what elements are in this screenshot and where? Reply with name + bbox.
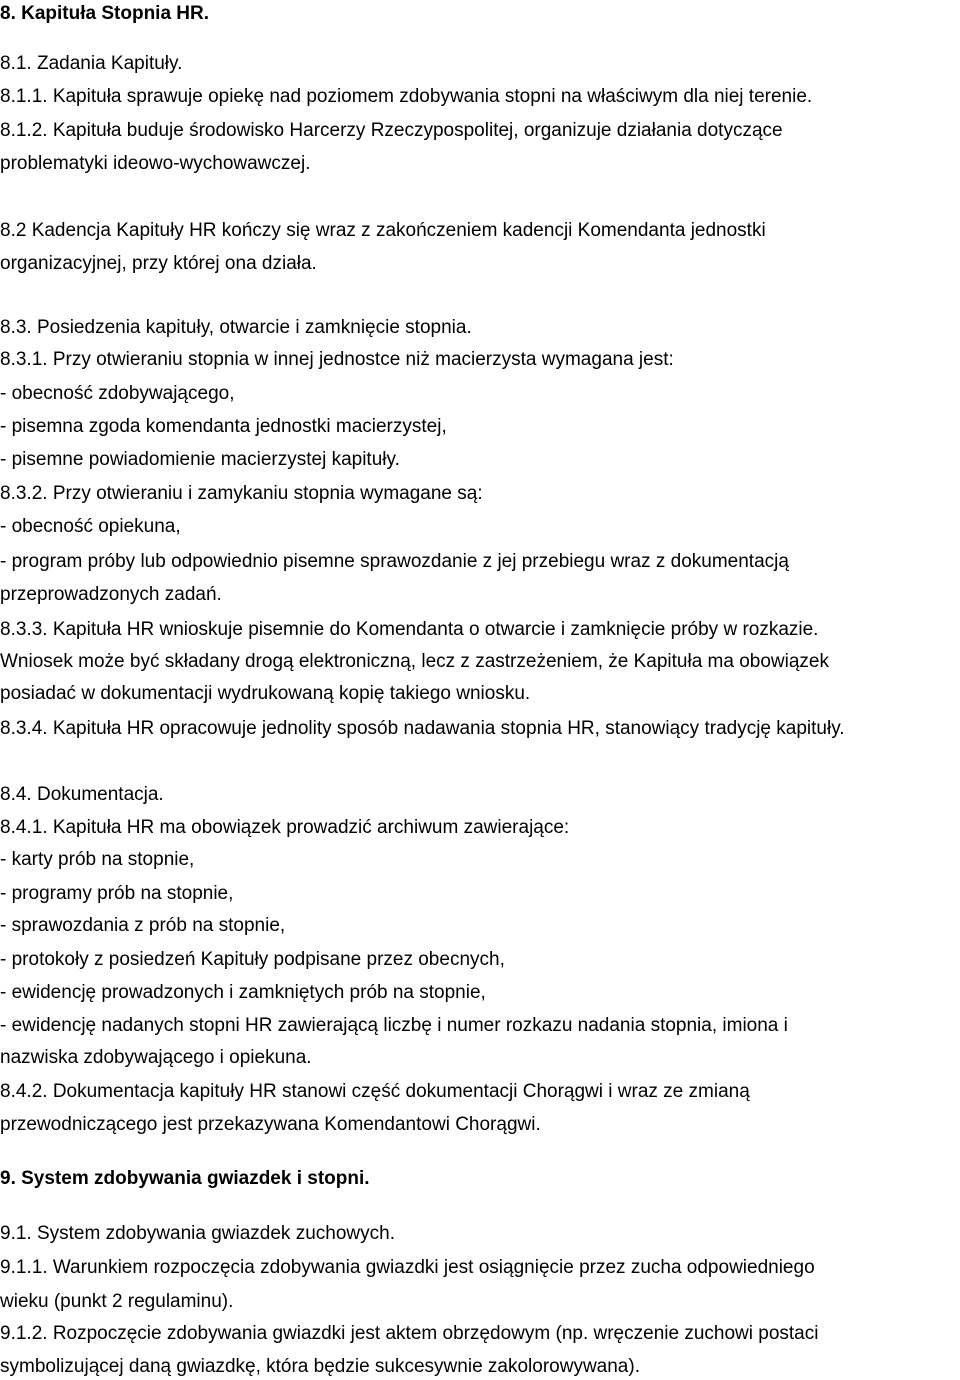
text-line: posiadać w dokumentacji wydrukowaną kopię takiego wniosku. bbox=[0, 683, 531, 704]
text-line: 9.1.2. Rozpoczęcie zdobywania gwiazdki jest aktem obrzędowym (np. wręczenie zuchowi postaci bbox=[0, 1323, 819, 1344]
text-line: - programy prób na stopnie, bbox=[0, 883, 234, 904]
text-line: problematyki ideowo-wychowawczej. bbox=[0, 153, 311, 174]
text-line: 8.3. Posiedzenia kapituły, otwarcie i zamknięcie stopnia. bbox=[0, 317, 472, 338]
text-line: 8.2 Kadencja Kapituły HR kończy się wraz z zakończeniem kadencji Komendanta jednostki bbox=[0, 220, 766, 241]
text-line: 8.3.2. Przy otwieraniu i zamykaniu stopnia wymagane są: bbox=[0, 483, 483, 504]
text-line: 8.1.1. Kapituła sprawuje opiekę nad poziomem zdobywania stopni na właściwym dla niej terenie. bbox=[0, 86, 813, 107]
text-line: 8.3.3. Kapituła HR wnioskuje pisemnie do Komendanta o otwarcie i zamknięcie próby w rozkazie. bbox=[0, 619, 819, 640]
text-line: 8.1. Zadania Kapituły. bbox=[0, 53, 183, 74]
text-line: - ewidencję nadanych stopni HR zawierającą liczbę i numer rozkazu nadania stopnia, imiona i bbox=[0, 1015, 788, 1036]
text-line: 9.1. System zdobywania gwiazdek zuchowych. bbox=[0, 1223, 395, 1244]
text-line: 8.4.2. Dokumentacja kapituły HR stanowi część dokumentacji Chorągwi i wraz ze zmianą bbox=[0, 1081, 750, 1102]
text-line: 8.1.2. Kapituła buduje środowisko Harcerzy Rzeczypospolitej, organizuje działania dotyczące bbox=[0, 120, 783, 141]
section-heading: 9. System zdobywania gwiazdek i stopni. bbox=[0, 1168, 370, 1189]
text-line: przeprowadzonych zadań. bbox=[0, 584, 222, 605]
text-line: - ewidencję prowadzonych i zamkniętych prób na stopnie, bbox=[0, 982, 486, 1003]
text-line: - karty prób na stopnie, bbox=[0, 849, 195, 870]
text-line: - obecność opiekuna, bbox=[0, 516, 181, 537]
text-line: 8.4.1. Kapituła HR ma obowiązek prowadzić archiwum zawierające: bbox=[0, 817, 570, 838]
text-line: organizacyjnej, przy której ona działa. bbox=[0, 253, 317, 274]
text-line: - sprawozdania z prób na stopnie, bbox=[0, 915, 286, 936]
text-line: - obecność zdobywającego, bbox=[0, 383, 235, 404]
text-line: symbolizującej daną gwiazdkę, która będzie sukcesywnie zakolorowywana). bbox=[0, 1356, 640, 1377]
text-line: - protokoły z posiedzeń Kapituły podpisane przez obecnych, bbox=[0, 949, 505, 970]
text-line: 8.3.1. Przy otwieraniu stopnia w innej jednostce niż macierzysta wymagana jest: bbox=[0, 349, 674, 370]
text-line: - pisemne powiadomienie macierzystej kapituły. bbox=[0, 449, 400, 470]
text-line: przewodniczącego jest przekazywana Komendantowi Chorągwi. bbox=[0, 1114, 541, 1135]
text-line: 8.3.4. Kapituła HR opracowuje jednolity sposób nadawania stopnia HR, stanowiący tradycję kapituły. bbox=[0, 718, 845, 739]
text-line: 9.1.1. Warunkiem rozpoczęcia zdobywania gwiazdki jest osiągnięcie przez zucha odpowiedniego bbox=[0, 1257, 815, 1278]
text-line: 8.4. Dokumentacja. bbox=[0, 784, 164, 805]
text-line: wieku (punkt 2 regulaminu). bbox=[0, 1291, 234, 1312]
text-line: nazwiska zdobywającego i opiekuna. bbox=[0, 1047, 312, 1068]
section-heading: 8. Kapituła Stopnia HR. bbox=[0, 3, 210, 24]
text-line: - pisemna zgoda komendanta jednostki macierzystej, bbox=[0, 416, 447, 437]
text-line: - program próby lub odpowiednio pisemne sprawozdanie z jej przebiegu wraz z dokumentacją bbox=[0, 551, 789, 572]
text-line: Wniosek może być składany drogą elektroniczną, lecz z zastrzeżeniem, że Kapituła ma obowiązek bbox=[0, 651, 829, 672]
